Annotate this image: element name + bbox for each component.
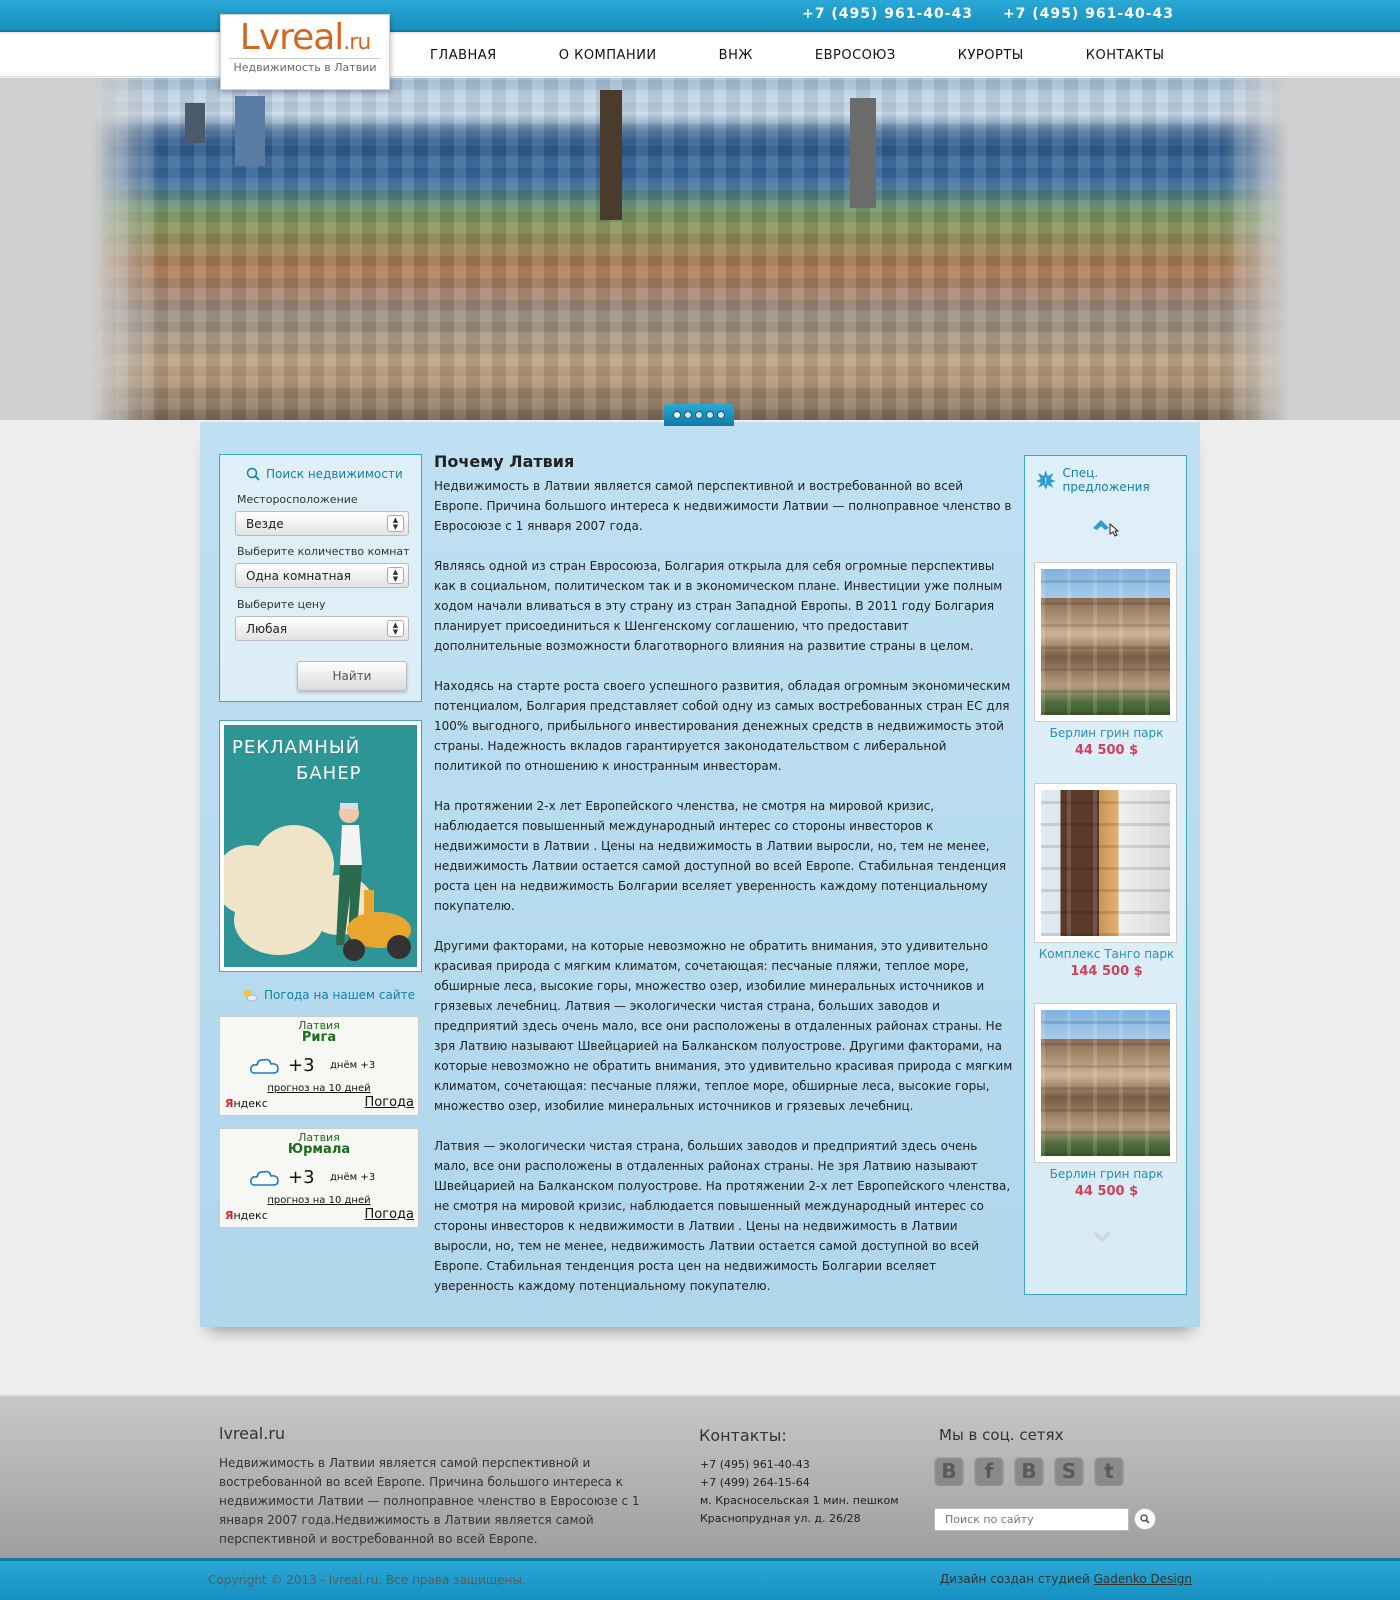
weather-pogoda-link[interactable]: Погода: [364, 1207, 414, 1222]
article-paragraph: Другими факторами, на которые невозможно не обратить внимания, это удивительно красивая природа с мягким климатом, сочетающая: песчаные пляжи, теплое море, обширные леса, высокие горы, множество озер, изобилие минеральных источников и грязевых лечебниц. Латвия — экологически чистая страна, больших заводов и предприятий здесь очень мало, все они расположены в отдаленных районах страны. Не зря Латвию называют Швейцарией на Балканском полуострове. Другими факторами, на которые невозможно не обратить внимания, это удивительно красивая природа с мягким климатом, сочетающая: песчаные пляжи, теплое море, обширные леса, высокие горы, множество озер, изобилие минеральных источников и грязевых лечебниц.: [434, 939, 1013, 1113]
article-paragraph: На протяжении 2-х лет Европейского членства, не смотря на мировой кризис, наблюдается повышенный международный интерес со стороны инвесторов к недвижимости в Латвии . Цены на недвижимость в Латвии выросли, но, тем не менее, недвижимость Латвии остается самой доступной во всей Европе. Стабильная тенденция роста цен на недвижимость Болгарии вселяет уверенность каждому потенциальному покупателю.: [434, 799, 1007, 913]
design-credit: Дизайн создан студией Gadenko Design: [939, 1572, 1192, 1586]
slider-dot[interactable]: [673, 411, 681, 419]
slider-dot[interactable]: [695, 411, 703, 419]
slider-pagination: [664, 404, 734, 426]
location-select[interactable]: Везде ▲ ▼: [235, 511, 409, 536]
main-nav: [400, 34, 1164, 77]
offer-name[interactable]: Берлин грин парк: [1049, 726, 1164, 740]
nav-item-resorts[interactable]: КУРОРТЫ: [957, 48, 1024, 63]
weather-city: Юрмала: [287, 1142, 351, 1157]
weather-temperature: +3: [288, 1055, 315, 1076]
header-phones: [778, 6, 1174, 22]
weather-widget-jurmala[interactable]: [219, 1128, 419, 1228]
blogger-icon[interactable]: B: [934, 1456, 964, 1486]
footer: [0, 1394, 1400, 1558]
social-links: [934, 1456, 1124, 1486]
article-title: Почему Латвия: [434, 452, 575, 471]
weather-forecast-link[interactable]: прогноз на 10 дней: [267, 1083, 371, 1094]
footer-social-title: Мы в соц. сетях: [939, 1426, 1064, 1444]
banner-text: РЕКЛАМНЫЙ БАНЕР: [232, 737, 362, 784]
slider-dot[interactable]: [684, 411, 692, 419]
find-button[interactable]: Найти: [297, 661, 407, 691]
location-label: Месторосположение: [237, 493, 358, 506]
price-select[interactable]: Любая ▲ ▼: [235, 616, 409, 641]
footer-about-text: Недвижимость в Латвии является самой перспективной и востребованной во всей Европе. Причина большого интереса к недвижимости Латвии — полноправное членство в Евросоюзе с 1 января 2007 года.Недвижимость в Латвии является самой перспективной и востребованной во всей Европе.: [219, 1456, 640, 1546]
article-paragraph: Недвижимость в Латвии является самой перспективной и востребованной во всей Европе. Причина большого интереса к недвижимости Латвии — полноправное членство в Евросоюзе с 1 января 2007 года.: [434, 479, 1012, 533]
offer-building-image: [1041, 1010, 1170, 1156]
price-label: Выберите цену: [237, 598, 326, 611]
weather-day-temp: днём +3: [330, 1172, 376, 1183]
scooter-girl-illustration: [304, 795, 417, 965]
scroll-up-icon[interactable]: [1091, 516, 1121, 538]
offer-price: 44 500 $: [1074, 1184, 1139, 1199]
logo-subtitle: Недвижимость в Латвии: [229, 58, 381, 74]
nav-item-eu[interactable]: ЕВРОСОЮЗ: [814, 48, 896, 63]
slider-dot[interactable]: [717, 411, 725, 419]
yandex-logo[interactable]: Яндекс: [225, 1097, 268, 1110]
cloud-icon: [250, 1057, 280, 1075]
advertising-banner[interactable]: [219, 720, 422, 972]
offer-card[interactable]: [1034, 1003, 1177, 1163]
vkontakte-icon[interactable]: В: [1014, 1456, 1044, 1486]
cloud-icon: [250, 1169, 280, 1187]
logo-wordmark: Lvreal.ru: [239, 17, 371, 58]
star-badge-icon: [1035, 469, 1056, 491]
rooms-select[interactable]: Одна комнатная ▲ ▼: [235, 563, 409, 588]
search-icon: [1140, 1514, 1150, 1524]
design-studio-link[interactable]: Gadenko Design: [1093, 1572, 1192, 1586]
article-paragraph: Являясь одной из стран Евросоюза, Болгария открыла для себя огромные перспективы как в социальном, политическом так и в экономическом плане. Инвестиции уже полным ходом начали вливаться в эту страну из стран Западной Европы. В 2011 году Болгария планирует присоединиться к Шенгенскому соглашению, что предоставит дополнительные возможности благотворного влияния на развитие страны в целом.: [434, 559, 1003, 653]
main-navigation-bar: [0, 34, 1400, 77]
svg-text:!: !: [1043, 476, 1048, 487]
skype-icon[interactable]: S: [1054, 1456, 1084, 1486]
search-icon: [246, 467, 260, 481]
nav-item-contacts[interactable]: КОНТАКТЫ: [1085, 48, 1165, 63]
article: [434, 452, 1014, 1316]
main-content: [200, 422, 1200, 1327]
footer-contact-address: м. Красносельская 1 мин. пешком: [700, 1494, 899, 1507]
bottom-bar: [0, 1558, 1400, 1600]
property-search-box: [219, 454, 422, 702]
site-search-input[interactable]: [934, 1508, 1129, 1531]
offer-building-image: [1041, 790, 1170, 936]
offer-card[interactable]: [1034, 562, 1177, 722]
weather-widget-riga[interactable]: [219, 1016, 419, 1116]
weather-pogoda-link[interactable]: Погода: [364, 1095, 414, 1110]
offer-name[interactable]: Берлин грин парк: [1049, 1167, 1164, 1181]
select-arrows-icon: ▲ ▼: [387, 620, 404, 637]
site-search-button[interactable]: [1134, 1508, 1156, 1530]
footer-contact-phone: +7 (495) 961-40-43: [700, 1458, 810, 1471]
weather-temperature: +3: [288, 1167, 315, 1188]
facebook-icon[interactable]: f: [974, 1456, 1004, 1486]
sun-cloud-icon: [242, 988, 258, 1002]
weather-country: Латвия: [298, 1019, 340, 1032]
article-paragraph: Латвия — экологически чистая страна, больших заводов и предприятий здесь очень мало, все они расположены в отдаленных районах страны. Не зря Латвию называют Швейцарией на Балканском полуострове. На протяжении 2-х лет Европейского членства, не смотря на мировой кризис, наблюдается повышенный международный интерес со стороны инвесторов к недвижимости в Латвии . Цены на недвижимость в Латвии выросли, но, тем не менее, недвижимость Латвии остается самой доступной во всей Европе. Стабильная тенденция роста цен на недвижимость Болгарии вселяет уверенность каждому потенциальному покупателю.: [434, 1139, 1011, 1293]
offer-building-image: [1041, 569, 1170, 715]
nav-item-about[interactable]: О КОМПАНИИ: [558, 48, 657, 63]
nav-item-home[interactable]: ГЛАВНАЯ: [430, 48, 497, 63]
site-logo[interactable]: [220, 14, 390, 90]
footer-contacts-title: Контакты:: [699, 1426, 787, 1445]
offer-price: 144 500 $: [1070, 964, 1143, 979]
rooms-label: Выберите количество комнат: [237, 545, 410, 558]
yandex-logo[interactable]: Яндекс: [225, 1209, 268, 1222]
special-offers: [1024, 455, 1187, 1295]
offer-card[interactable]: [1034, 783, 1177, 943]
hero-slider: [0, 78, 1400, 420]
select-arrows-icon: ▲ ▼: [387, 567, 404, 584]
select-arrows-icon: ▲ ▼: [387, 515, 404, 532]
footer-contact-phone: +7 (499) 264-15-64: [700, 1476, 810, 1489]
article-paragraph: Находясь на старте роста своего успешного развития, обладая огромным экономическим потенциалом, Болгария представляет собой одну из самых востребованных стран ЕС для 100% выгодного, прибыльного инвестирования денежных средств в недвижимость этой страны. Надежность вкладов гарантируется законодательством с либеральной политикой по отношению к иностранным инвесторам.: [434, 679, 1011, 773]
offer-price: 44 500 $: [1074, 743, 1139, 758]
header-phone[interactable]: +7 (495) 961-40-43: [802, 6, 974, 22]
top-bar: [0, 0, 1400, 32]
weather-title: Погода на нашем сайте: [242, 988, 415, 1002]
hero-city-image: [90, 78, 1290, 420]
footer-contact-address: Краснопрудная ул. д. 26/28: [700, 1512, 861, 1525]
copyright: Copyright © 2013 - lvreal.ru. Все права защищены.: [208, 1573, 526, 1587]
weather-forecast-link[interactable]: прогноз на 10 дней: [267, 1195, 371, 1206]
search-box-title: Поиск недвижимости: [246, 467, 403, 481]
scroll-down-icon[interactable]: [1091, 1231, 1113, 1245]
twitter-icon[interactable]: t: [1094, 1456, 1124, 1486]
weather-country: Латвия: [298, 1131, 340, 1144]
nav-item-residence-permit[interactable]: ВНЖ: [718, 48, 753, 63]
offers-title: ! Спец. предложения: [1035, 466, 1186, 494]
offer-name[interactable]: Комплекс Танго парк: [1038, 947, 1175, 961]
weather-city: Рига: [301, 1030, 337, 1045]
header-phone[interactable]: +7 (495) 961-40-43: [1002, 6, 1174, 22]
slider-dot[interactable]: [706, 411, 714, 419]
footer-site-name: lvreal.ru: [219, 1424, 286, 1443]
weather-day-temp: днём +3: [330, 1060, 376, 1071]
